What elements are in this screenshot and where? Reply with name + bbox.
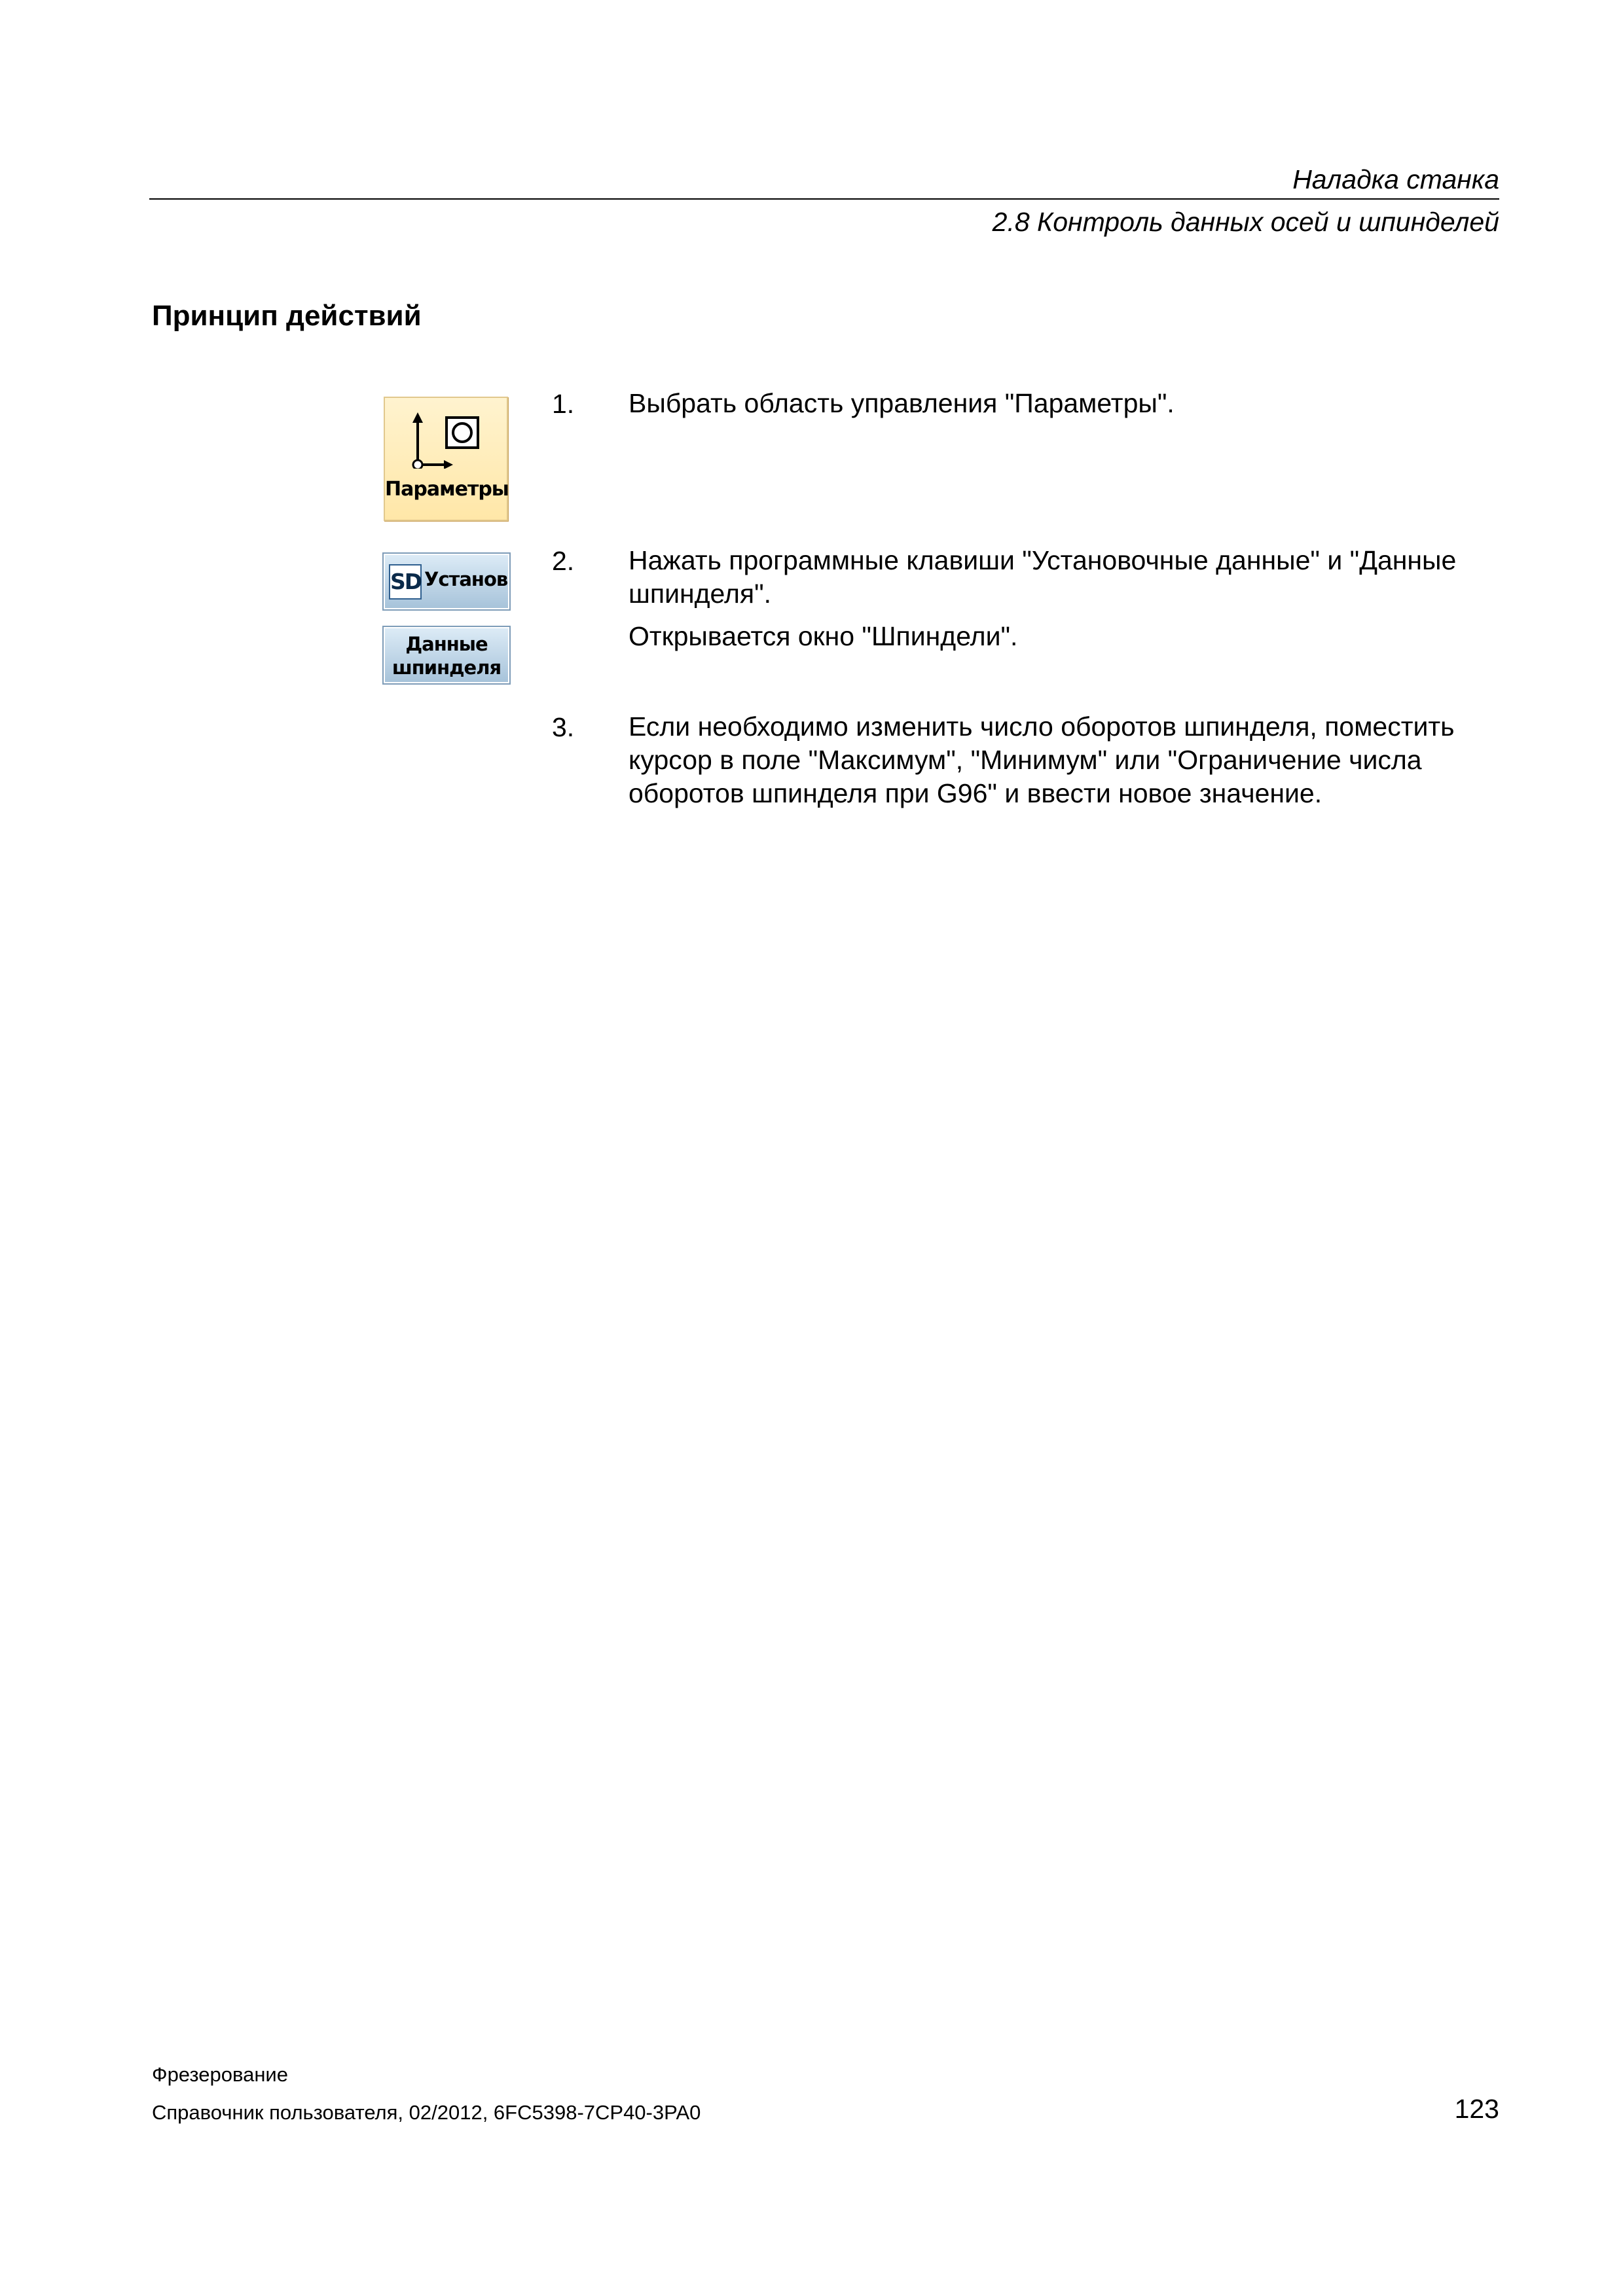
- parameters-axes-icon: [410, 410, 482, 469]
- spindle-data-softkey-label: [385, 632, 508, 679]
- page-number: 123: [1454, 2094, 1499, 2124]
- parameters-area-key[interactable]: [384, 397, 508, 521]
- step-text: Выбрать область управления "Параметры".: [629, 388, 1175, 418]
- section-heading: Принцип действий: [152, 300, 422, 332]
- step-note: Открывается окно "Шпиндели".: [629, 621, 1018, 651]
- sd-icon: SD: [389, 564, 422, 600]
- spindle-data-softkey-line2: шпинделя: [392, 656, 501, 679]
- header-chapter-title: Наладка станка: [1292, 164, 1499, 194]
- footer-book-title: Фрезерование: [152, 2063, 288, 2086]
- step-number: 2.: [552, 546, 575, 576]
- header-rule: [149, 198, 1499, 200]
- setting-data-softkey-label: Установ: [424, 568, 508, 590]
- step-text: Нажать программные клавиши "Установочные данные" и "Данные шпинделя".: [629, 545, 1457, 609]
- parameters-key-label: Параметры: [385, 478, 509, 501]
- spindle-data-softkey[interactable]: [384, 627, 509, 683]
- step-text: Если необходимо изменить число оборотов шпинделя, поместить курсор в поле "Максимум", "Минимум" или "Ограничение числа оборотов шпинделя при G96" и ввести новое значение.: [629, 711, 1455, 808]
- footer-document-info: Справочник пользователя, 02/2012, 6FC5398-7CP40-3PA0: [152, 2101, 701, 2124]
- step-number: 3.: [552, 712, 575, 742]
- spindle-data-softkey-line1: Данные: [405, 633, 488, 655]
- header-section-title: 2.8 Контроль данных осей и шпинделей: [992, 207, 1499, 237]
- setting-data-softkey[interactable]: [384, 554, 509, 609]
- step-number: 1.: [552, 389, 575, 419]
